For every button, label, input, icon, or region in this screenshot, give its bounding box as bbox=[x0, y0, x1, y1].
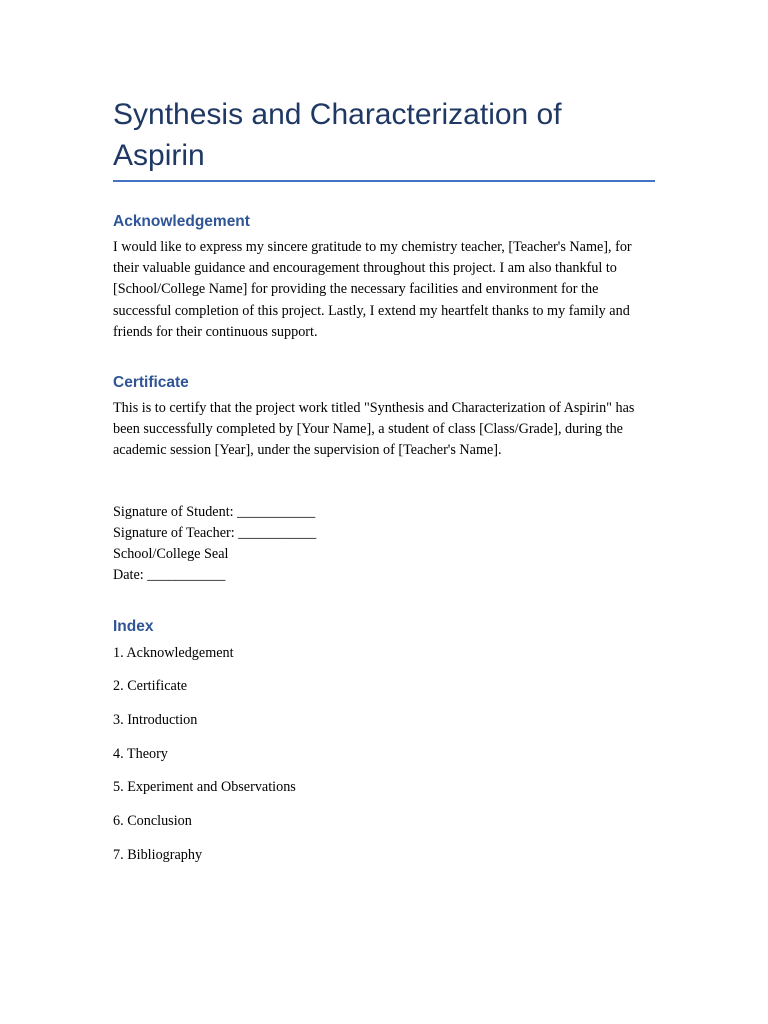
seal-line: School/College Seal bbox=[113, 546, 229, 562]
index-item: 3. Introduction bbox=[113, 712, 198, 728]
index-item: 6. Conclusion bbox=[113, 813, 192, 829]
acknowledgement-heading: Acknowledgement bbox=[113, 213, 250, 230]
student-signature-line: Signature of Student: ___________ bbox=[113, 504, 316, 520]
index-item: 1. Acknowledgement bbox=[113, 645, 234, 661]
certificate-paragraph: This is to certify that the project work titled "Synthesis and Characterization of Aspirin" has been successfully completed by [Your Name], a student of class [Class/Grade], during the academic session [Year], under the supervision of [Teacher's Name]. bbox=[113, 400, 635, 459]
certificate-heading: Certificate bbox=[113, 374, 189, 391]
index-item: 2. Certificate bbox=[113, 678, 188, 694]
index-item: 4. Theory bbox=[113, 746, 168, 762]
title-underline bbox=[113, 180, 655, 182]
acknowledgement-paragraph: I would like to express my sincere gratitude to my chemistry teacher, [Teacher's Name], for their valuable guidance and encouragement throughout this project. I am also thankful to [School/College Name] for providing the necessary facilities and environment for the successful completion of this project. Lastly, I extend my heartfelt thanks to my family and friends for their continuous support. bbox=[113, 239, 632, 340]
index-item: 5. Experiment and Observations bbox=[113, 779, 296, 795]
index-item: 7. Bibliography bbox=[113, 847, 203, 863]
document-title: Synthesis and Characterization of Aspirin bbox=[113, 98, 562, 172]
date-line: Date: ___________ bbox=[113, 567, 226, 583]
teacher-signature-line: Signature of Teacher: ___________ bbox=[113, 525, 317, 541]
index-heading: Index bbox=[113, 618, 154, 635]
